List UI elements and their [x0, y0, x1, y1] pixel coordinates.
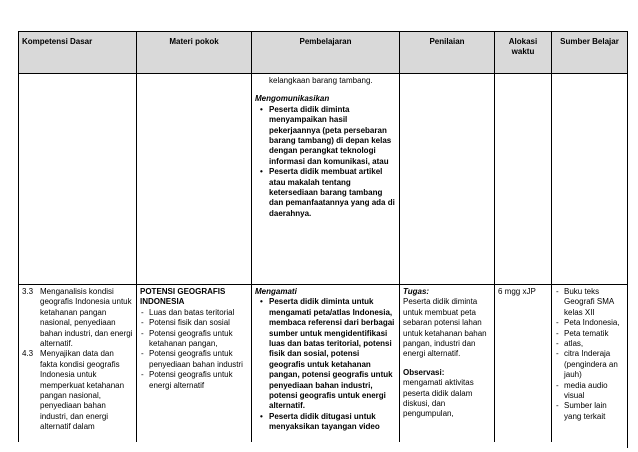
- alokasi-value: 6 mgg xJP: [498, 287, 536, 296]
- kd-text: Menganalisis kondisi geografis Indonesia untuk ketahanan pangan nasional, penyediaan bahan industri, dan energi alternatif.: [40, 287, 133, 349]
- observasi-text: mengamati aktivitas peserta didik dalam diskusi, dan pengumpulan,: [403, 378, 474, 419]
- list-item: - Luas dan batas teritorial: [149, 308, 248, 318]
- cell-materi-empty: [137, 74, 252, 285]
- header-materi-pokok: Materi pokok: [137, 32, 252, 74]
- cell-kd-empty: [19, 74, 137, 285]
- observasi-heading: Observasi:: [403, 367, 445, 377]
- list-item: - atlas,: [564, 339, 624, 349]
- header-sumber-belajar: Sumber Belajar: [552, 32, 628, 74]
- cell-sumber-belajar: [552, 285, 628, 448]
- list-item: • Peserta didik diminta menyampaikan hasil pekerjaannya (peta persebaran barang tambang) di depan kelas dengan perangkat teknologi informasi dan komunikasi, atau: [269, 105, 396, 167]
- list-item: - citra Inderaja (pengindera an jauh): [564, 349, 624, 380]
- mengamati-list: [255, 297, 396, 432]
- list-item: - Peta Indonesia,: [564, 318, 624, 328]
- cell-pembelajaran: [252, 285, 400, 448]
- mengomunikasikan-list: [255, 105, 396, 219]
- kd-number: 4.3: [22, 349, 34, 359]
- materi-heading: POTENSI GEOGRAFIS INDONESIA: [140, 287, 226, 307]
- table-header-row: [19, 32, 628, 74]
- page-bottom-mask: [18, 442, 627, 452]
- list-item: • Peserta didik diminta untuk mengamati peta/atlas Indonesia, membaca referensi dari berbagai sumber untuk mengidentifikasi luas dan batas teritorial, potensi fisik dan sosial, potensi geografis untuk ketahanan pangan, potensi geografis untuk penyediaan bahan industri, potensi geografis untuk energi alternatif.: [269, 297, 396, 411]
- list-item: - media audio visual: [564, 381, 624, 402]
- materi-list: [140, 308, 248, 391]
- tugas-heading: Tugas:: [403, 287, 430, 296]
- syllabus-table: [18, 31, 628, 448]
- table-row: [19, 74, 628, 285]
- list-item: - Sumber lain yang terkait: [564, 401, 624, 422]
- kd-text: Menyajikan data dan fakta kondisi geografis Indonesia untuk memperkuat ketahanan pangan nasional, penyediaan bahan industri, dan energi alternatif dalam: [40, 349, 125, 432]
- kd-number: 3.3: [22, 287, 34, 296]
- cell-alokasi-waktu: [495, 285, 552, 448]
- tugas-text: Peserta didik diminta untuk membuat peta sebaran potensi lahan untuk ketahanan bahan pangan, industri dan energi alternatif.: [403, 297, 487, 359]
- cell-penilaian: [400, 285, 495, 448]
- header-pembelajaran: Pembelajaran: [252, 32, 400, 74]
- cell-kompetensi-dasar: [19, 285, 137, 448]
- list-item: - Potensi geografis untuk energi alternatif: [149, 370, 248, 391]
- cell-pembelajaran: [252, 74, 400, 285]
- cell-materi-pokok: [137, 285, 252, 448]
- list-item: • Peserta didik ditugasi untuk menyaksikan tayangan video: [269, 412, 396, 433]
- cell-penilaian-empty: [400, 74, 495, 285]
- list-item: - Potensi geografis untuk penyediaan bahan industri: [149, 349, 248, 370]
- list-item: [22, 287, 133, 349]
- mengomunikasikan-heading: Mengomunikasikan: [255, 94, 330, 104]
- list-item: • Peserta didik membuat artikel atau makalah tentang ketersediaan barang tambang dan pemanfaatannya yang ada di daerahnya.: [269, 167, 396, 219]
- pembelajaran-continuation: kelangkaan barang tambang.: [269, 76, 373, 85]
- list-item: - Peta tematik: [564, 329, 624, 339]
- kd-list: [22, 287, 133, 433]
- header-alokasi-waktu: Alokasi waktu: [495, 32, 552, 74]
- header-penilaian: Penilaian: [400, 32, 495, 74]
- list-item: [22, 349, 133, 432]
- sumber-list: [555, 287, 624, 422]
- list-item: - Buku teks Geografi SMA kelas XII: [564, 287, 624, 318]
- mengamati-heading: Mengamati: [255, 287, 297, 296]
- header-kompetensi-dasar: Kompetensi Dasar: [19, 32, 137, 74]
- cell-alokasi-empty: [495, 74, 552, 285]
- list-item: - Potensi fisik dan sosial: [149, 318, 248, 328]
- cell-sumber-empty: [552, 74, 628, 285]
- list-item: - Potensi geografis untuk ketahanan pangan,: [149, 329, 248, 350]
- table-row: [19, 285, 628, 448]
